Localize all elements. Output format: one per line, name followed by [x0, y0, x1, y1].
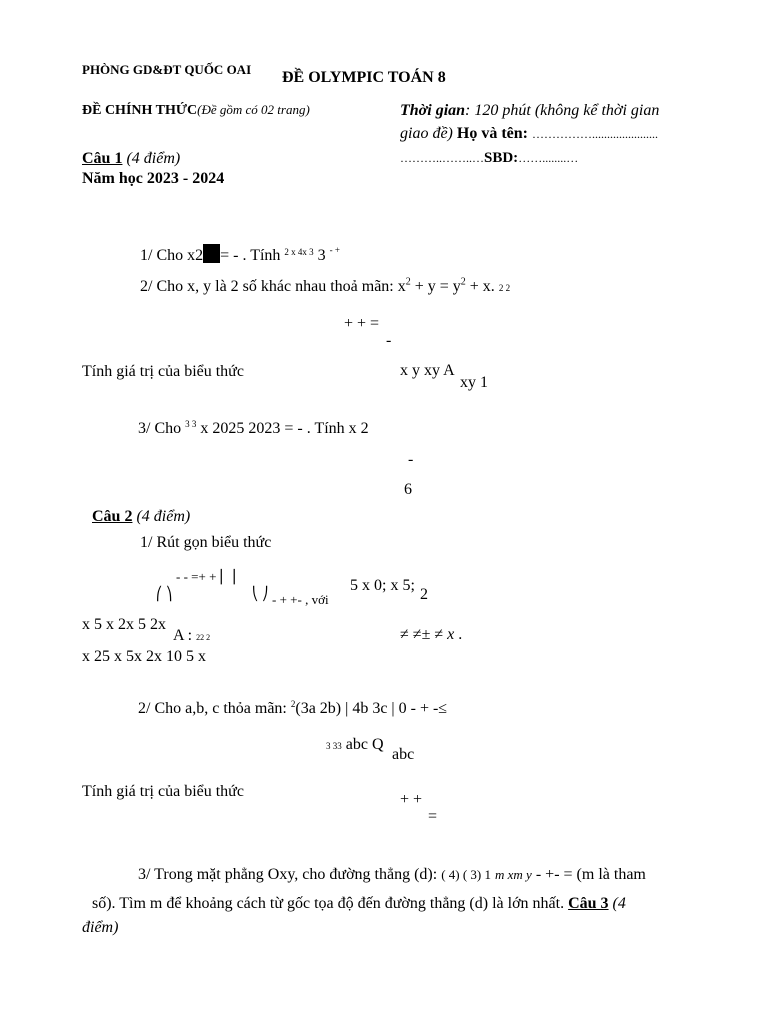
cau2-q2-plus: + + — [400, 791, 423, 808]
cau1-title: Câu 1 — [82, 150, 123, 167]
cau1-q3-b: x 2025 2023 = - . Tính — [200, 420, 345, 437]
cau2-q1-neq — [400, 625, 462, 645]
cau2-q3-line2-text: số). Tìm m để khoảng cách từ gốc tọa độ đến đường thẳng (d) là lớn nhất. — [92, 895, 565, 912]
cau2-q1-right-paren: ⎝ ⎠ — [252, 586, 269, 601]
name-line — [400, 124, 658, 144]
cau2-q1-A-label: A : — [173, 627, 193, 644]
cau2-q1-top: - - =+ + ⎜ ⎟ — [176, 569, 236, 584]
cau1-q2-sup2: 2 — [460, 276, 466, 288]
cau2-q1-A-sup: 22 2 — [196, 633, 211, 642]
cau2-q2-expr — [326, 735, 384, 756]
office-name: PHÒNG GD&ĐT QUỐC OAI — [82, 62, 252, 77]
cau1-q2-d: 2 2 — [498, 283, 511, 293]
cau2-q3-d: - +- = (m là tham — [535, 866, 646, 883]
cau2-q2-a: 2/ Cho a,b, c thỏa mãn: — [138, 700, 287, 717]
cau1-expr-label: Tính giá trị của biểu thức — [82, 363, 244, 380]
cau2-q1-title: 1/ Rút gọn biểu thức — [140, 534, 272, 551]
cau2-q1-dot: . — [458, 626, 463, 643]
cau1-q2-minus: - — [386, 332, 392, 349]
sbd-line — [400, 148, 578, 168]
pages-note: (Đề gồm có 02 trang) — [197, 102, 310, 117]
cau1-q2-denominator: xy 1 — [460, 374, 488, 391]
cau2-q3-b: ( 4) ( 3) 1 — [441, 867, 492, 882]
cau1-q2-a: 2/ Cho x, y là 2 số khác nhau thoả mãn: x — [140, 278, 406, 295]
cau1-points: (4 điểm) — [126, 150, 181, 167]
cau1-q1-d: 3 — [317, 247, 326, 264]
cau2-q2-denominator: abc — [392, 746, 415, 763]
cau1-q3-c: x 2 — [348, 420, 369, 437]
cau2-q2-sup: 2 — [290, 699, 296, 709]
cau1-q2-b: + y = y — [414, 278, 461, 295]
time-label: Thời gian — [400, 102, 466, 119]
cau2-q1-two: 2 — [420, 586, 428, 603]
time-line — [400, 101, 659, 121]
name-label: Họ và tên: — [456, 125, 528, 142]
cau1-q2-sup1: 2 — [405, 276, 411, 288]
cau1-q1-a: 1/ Cho x2 — [140, 247, 204, 264]
dots-2: ………..……..… — [400, 151, 484, 165]
cau2-title: Câu 2 — [92, 508, 133, 525]
cau1-q2 — [140, 277, 510, 298]
cau1-q3 — [138, 414, 369, 439]
cau2-q2-small: 3 33 — [326, 741, 342, 751]
cau1-q2-numerator: x y xy A — [400, 362, 455, 379]
cau3-title: Câu 3 — [568, 895, 609, 912]
redaction-block — [203, 244, 220, 263]
cau2-heading — [92, 507, 190, 527]
cau2-q2-eq: = — [428, 808, 438, 825]
school-year: Năm học 2023 - 2024 — [82, 170, 225, 187]
cau1-q2-plus-eq: + + = — [344, 315, 380, 332]
name-dots: ……………...................... — [531, 127, 658, 141]
cau2-q1-x: x — [447, 626, 455, 643]
cau2-q1-row2: x 25 x 5x 2x 10 5 x — [82, 648, 206, 665]
cau2-q1-row1: x 5 x 2x 5 2x — [82, 616, 166, 633]
exam-title: ĐỀ OLYMPIC TOÁN 8 — [282, 69, 446, 86]
cau2-expr-label: Tính giá trị của biểu thức — [82, 783, 244, 800]
cau2-q1-mid — [272, 586, 329, 610]
cau2-q3 — [138, 865, 646, 885]
cau2-q1-mid-ops: - + +- , với — [272, 592, 329, 607]
cau1-q3-six: 6 — [404, 481, 412, 498]
cau3-points-2: điểm) — [82, 919, 119, 936]
official-text: ĐỀ CHÍNH THỨC — [82, 103, 198, 118]
time-value: : 120 phút (không kể thời gian — [465, 102, 660, 119]
cau2-points: (4 điểm) — [136, 508, 191, 525]
cau3-points: (4 — [612, 895, 626, 912]
time-value-2: giao đề) — [400, 125, 453, 142]
cau2-q2-b: (3a 2b) | 4b 3c | 0 - + -≤ — [295, 700, 448, 717]
cau1-q2-c: + x. — [469, 278, 495, 295]
cau2-q1-neq-signs: ≠ ≠± ≠ — [400, 626, 444, 643]
cau2-q3-a: 3/ Trong mặt phẳng Oxy, cho đường thẳng (d): — [138, 866, 438, 883]
cau1-q1-b: = - . Tính — [220, 247, 281, 264]
cau1-q3-sup: 3 3 — [185, 419, 197, 429]
cau1-heading — [82, 149, 180, 169]
cau2-q2-numerator: abc Q — [345, 736, 384, 753]
sbd-dots: ……........… — [518, 151, 579, 165]
cau1-q3-minus: - — [408, 451, 414, 468]
sbd-label: SBD: — [484, 150, 519, 166]
cau1-q1-e: - + — [329, 245, 340, 255]
cau1-q1-c: 2 x 4x 3 — [284, 247, 314, 257]
cau2-q1-condition: 5 x 0; x 5; — [350, 577, 415, 594]
cau2-q1-A — [173, 626, 210, 648]
cau2-q3-c: m xm y — [495, 867, 532, 882]
official-label — [82, 100, 310, 121]
cau2-q2 — [138, 694, 447, 719]
cau1-q3-a: 3/ Cho — [138, 420, 182, 437]
cau2-q3-line2 — [92, 894, 626, 914]
cau1-q1 — [140, 240, 340, 266]
cau2-q1-left-paren: ⎛ ⎞ — [156, 586, 173, 601]
